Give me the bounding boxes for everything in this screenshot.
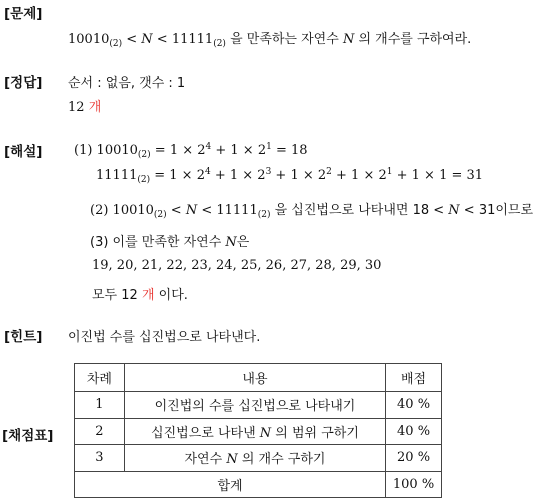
base-subscript: (2) [137,150,151,160]
step-text: + 1 × 2 [331,168,387,183]
exponent: 1 [386,167,393,177]
var-n: N [185,203,198,218]
step-text: = 1 × 2 [150,168,205,183]
exponent: 1 [266,142,272,152]
header-order: 차례 [75,364,125,392]
problem-label: [문제] [4,6,43,22]
explanation-label: [해설] [4,144,43,160]
step-3-total [92,284,188,303]
step-text: 모두 12 [92,288,142,303]
step-text: < 31이므로 [459,203,534,218]
header-content: 내용 [124,364,385,392]
step-text: + 1 × 2 [210,168,266,183]
hint-text: 이진법 수를 십진법으로 나타낸다. [68,330,261,345]
row-number: 3 [75,445,125,472]
step-text: 11111 [96,168,138,183]
answer-label: [정답] [4,75,43,91]
step-3 [90,231,249,250]
header-score: 배점 [386,364,442,392]
step-1-line-2 [96,167,483,185]
rubric-label: [채점표] [2,428,54,444]
step-text: + 1 × 2 [271,168,327,183]
table-total-row [75,471,442,498]
step-text: (2) 10010 [90,203,154,218]
row-number: 1 [75,392,125,419]
row-content-text: 자연수 [184,452,227,468]
base-subscript: (2) [213,39,226,49]
exponent: 4 [205,142,212,152]
step-1-line-1 [74,142,308,160]
var-n: N [342,32,355,47]
binary-upper: 11111 [171,32,214,47]
problem-text: 을 만족하는 자연수 [225,32,343,47]
table-row [75,418,442,445]
row-content [124,392,385,419]
step-text: (3) 이를 만족한 자연수 [90,235,226,250]
var-n: N [226,452,238,468]
exponent: 2 [326,167,332,177]
var-n: N [225,235,237,250]
rubric-table [74,363,442,498]
row-content [124,445,385,472]
table-header-row [75,364,442,392]
step-text: (1) 10010 [74,143,138,158]
row-content-text: 이진법의 수를 십진법으로 나타내기 [154,399,356,415]
answer-number: 12 [68,100,85,115]
step-text: + 1 × 2 [211,143,267,158]
step-2 [90,199,533,220]
step-text: + 1 × 1 = 31 [392,168,484,183]
step-text: < 11111 [197,203,258,218]
hint-label: [힌트] [4,329,43,345]
step-text: = 1 × 2 [150,143,206,158]
var-n: N [448,203,460,218]
less-than: < [122,32,142,47]
answer-unit: 개 [88,100,102,115]
step-text: 이다. [154,288,188,303]
base-subscript: (2) [257,210,271,220]
step-text: 은 [236,235,250,250]
exponent: 3 [265,167,272,177]
row-score: 20 % [386,445,442,472]
problem-statement [68,28,471,49]
table-row [75,445,442,472]
answer-value [68,96,101,115]
row-content [124,418,385,445]
row-content-text: 의 범위 구하기 [271,425,359,441]
total-score: 100 % [386,471,442,498]
base-subscript: (2) [109,39,123,49]
step-text: < [166,203,186,218]
row-number: 2 [75,418,125,445]
var-n: N [259,425,272,441]
base-subscript: (2) [137,175,151,185]
problem-text: 의 개수를 구하여라. [354,32,472,47]
total-unit: 개 [141,288,155,303]
step-text: 을 십진법으로 나타내면 18 < [270,203,449,218]
base-subscript: (2) [153,210,167,220]
answer-order-count: 순서 : 없음, 갯수 : 1 [68,76,186,91]
row-content-text: 십진법으로 나타낸 [151,425,260,441]
row-score: 40 % [386,392,442,419]
row-content-text: 의 개수 구하기 [237,452,326,468]
row-score: 40 % [386,418,442,445]
total-label: 합계 [75,471,386,498]
binary-lower: 10010 [68,32,110,47]
step-text: = 18 [271,143,308,158]
var-n: N [141,32,153,47]
less-than: < [152,32,172,47]
table-row [75,392,442,419]
number-list: 19, 20, 21, 22, 23, 24, 25, 26, 27, 28, 29, 30 [92,258,382,273]
exponent: 4 [204,167,211,177]
